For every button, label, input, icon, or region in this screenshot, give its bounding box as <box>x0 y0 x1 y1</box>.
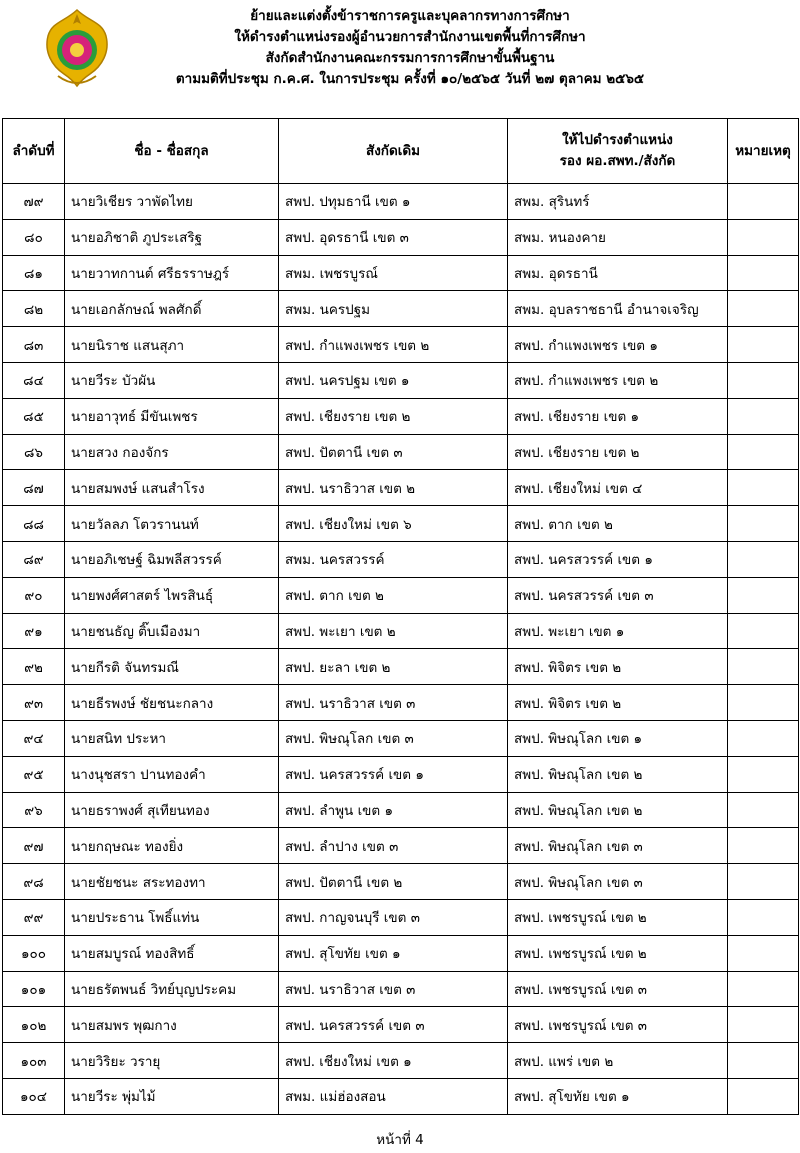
cell-name: นายวีระ บัวผัน <box>65 362 279 398</box>
cell-remark <box>728 1007 799 1043</box>
cell-from: สพป. นครปฐม เขต ๑ <box>279 362 508 398</box>
table-row <box>3 1007 799 1043</box>
cell-to: สพป. พิษณุโลก เขต ๒ <box>508 792 728 828</box>
cell-no: ๙๓ <box>3 685 65 721</box>
cell-no: ๘๒ <box>3 291 65 327</box>
table-row <box>3 255 799 291</box>
cell-to: สพป. เชียงราย เขต ๒ <box>508 434 728 470</box>
cell-from: สพม. นครสวรรค์ <box>279 541 508 577</box>
cell-remark <box>728 971 799 1007</box>
cell-remark <box>728 649 799 685</box>
title-line-4: ตามมติที่ประชุม ก.ค.ศ. ในการประชุม ครั้งที่ ๑๐/๒๕๖๕ วันที่ ๒๗ ตุลาคม ๒๕๖๕ <box>175 71 645 87</box>
cell-no: ๙๔ <box>3 720 65 756</box>
cell-remark <box>728 685 799 721</box>
table-row <box>3 864 799 900</box>
cell-from: สพม. นครปฐม <box>279 291 508 327</box>
cell-from: สพป. เชียงใหม่ เขต ๖ <box>279 506 508 542</box>
cell-no: ๑๐๓ <box>3 1043 65 1079</box>
cell-no: ๘๔ <box>3 362 65 398</box>
cell-from: สพป. นราธิวาส เขต ๒ <box>279 470 508 506</box>
cell-remark <box>728 720 799 756</box>
cell-to: สพป. เพชรบูรณ์ เขต ๓ <box>508 971 728 1007</box>
cell-to: สพป. เพชรบูรณ์ เขต ๒ <box>508 899 728 935</box>
cell-to: สพป. ตาก เขต ๒ <box>508 506 728 542</box>
cell-to: สพป. เชียงราย เขต ๑ <box>508 398 728 434</box>
cell-to: สพป. พิจิตร เขต ๒ <box>508 685 728 721</box>
cell-to: สพป. เพชรบูรณ์ เขต ๒ <box>508 935 728 971</box>
cell-to: สพป. พะเยา เขต ๑ <box>508 613 728 649</box>
cell-no: ๙๗ <box>3 828 65 864</box>
cell-to: สพป. กำแพงเพชร เขต ๒ <box>508 362 728 398</box>
cell-from: สพป. นครสวรรค์ เขต ๑ <box>279 756 508 792</box>
cell-name: นายกีรติ จันทรมณี <box>65 649 279 685</box>
table-row <box>3 828 799 864</box>
cell-name: นายสมพร พุฒกาง <box>65 1007 279 1043</box>
cell-from: สพป. นครสวรรค์ เขต ๓ <box>279 1007 508 1043</box>
cell-to: สพป. พิจิตร เขต ๒ <box>508 649 728 685</box>
cell-remark <box>728 184 799 220</box>
cell-to: สพป. เชียงใหม่ เขต ๔ <box>508 470 728 506</box>
cell-from: สพป. พิษณุโลก เขต ๓ <box>279 720 508 756</box>
cell-remark <box>728 792 799 828</box>
cell-from: สพป. ยะลา เขต ๒ <box>279 649 508 685</box>
cell-from: สพป. กาญจนบุรี เขต ๓ <box>279 899 508 935</box>
header-no: ลำดับที่ <box>3 119 65 184</box>
cell-no: ๙๑ <box>3 613 65 649</box>
cell-from: สพป. นราธิวาส เขต ๓ <box>279 685 508 721</box>
table-row <box>3 291 799 327</box>
cell-name: นายสนิท ประหา <box>65 720 279 756</box>
header-remark: หมายเหตุ <box>728 119 799 184</box>
cell-no: ๙๐ <box>3 577 65 613</box>
cell-remark <box>728 327 799 363</box>
cell-from: สพป. ปัตตานี เขต ๒ <box>279 864 508 900</box>
cell-from: สพป. สุโขทัย เขต ๑ <box>279 935 508 971</box>
cell-name: นายวาทกานต์ ศรีธรราษฎร์ <box>65 255 279 291</box>
document-title-block <box>130 6 690 90</box>
cell-to: สพม. อุบลราชธานี อำนาจเจริญ <box>508 291 728 327</box>
table-row <box>3 899 799 935</box>
cell-to: สพป. สุโขทัย เขต ๑ <box>508 1078 728 1114</box>
cell-remark <box>728 470 799 506</box>
table-row <box>3 327 799 363</box>
cell-from: สพป. ลำพูน เขต ๑ <box>279 792 508 828</box>
title-line-3: สังกัดสำนักงานคณะกรรมการการศึกษาขั้นพื้นฐาน <box>265 50 555 66</box>
cell-no: ๙๙ <box>3 899 65 935</box>
table-row <box>3 541 799 577</box>
header-to <box>508 119 728 184</box>
cell-name: นายเอกลักษณ์ พลศักดิ์ <box>65 291 279 327</box>
cell-from: สพป. นราธิวาส เขต ๓ <box>279 971 508 1007</box>
cell-no: ๘๖ <box>3 434 65 470</box>
page-number: หน้าที่ 4 <box>376 1132 424 1148</box>
table-row <box>3 398 799 434</box>
cell-name: นายวัลลภ โตวรานนท์ <box>65 506 279 542</box>
cell-no: ๑๐๑ <box>3 971 65 1007</box>
cell-no: ๙๕ <box>3 756 65 792</box>
table-row <box>3 685 799 721</box>
cell-name: นายอภิชาติ ภูประเสริฐ <box>65 219 279 255</box>
cell-remark <box>728 255 799 291</box>
cell-to: สพป. พิษณุโลก เขต ๓ <box>508 828 728 864</box>
cell-remark <box>728 1043 799 1079</box>
cell-name: นายธีรพงษ์ ชัยชนะกลาง <box>65 685 279 721</box>
cell-to: สพป. พิษณุโลก เขต ๓ <box>508 864 728 900</box>
document-header <box>0 0 800 118</box>
cell-no: ๑๐๒ <box>3 1007 65 1043</box>
cell-no: ๘๑ <box>3 255 65 291</box>
cell-remark <box>728 434 799 470</box>
cell-from: สพป. กำแพงเพชร เขต ๒ <box>279 327 508 363</box>
header-to-line-2: รอง ผอ.สพท./สังกัด <box>559 153 676 169</box>
cell-name: นายธราพงศ์ สุเทียนทอง <box>65 792 279 828</box>
cell-remark <box>728 541 799 577</box>
title-line-1: ย้ายและแต่งตั้งข้าราชการครูและบุคลากรทางการศึกษา <box>250 8 570 24</box>
cell-name: นายนิราช แสนสุภา <box>65 327 279 363</box>
cell-name: นายธรัตพนธ์ วิทย์บุญประคม <box>65 971 279 1007</box>
cell-to: สพม. หนองคาย <box>508 219 728 255</box>
table-row <box>3 219 799 255</box>
cell-no: ๘๓ <box>3 327 65 363</box>
cell-remark <box>728 899 799 935</box>
table-row <box>3 506 799 542</box>
cell-from: สพป. ตาก เขต ๒ <box>279 577 508 613</box>
title-line-2: ให้ดำรงตำแหน่งรองผู้อำนวยการสำนักงานเขตพื้นที่การศึกษา <box>234 29 586 45</box>
cell-to: สพป. แพร่ เขต ๒ <box>508 1043 728 1079</box>
table-row <box>3 434 799 470</box>
cell-from: สพม. แม่ฮ่องสอน <box>279 1078 508 1114</box>
header-to-line-1: ให้ไปดำรงตำแหน่ง <box>562 132 673 148</box>
cell-remark <box>728 506 799 542</box>
cell-name: นายกฤษณะ ทองยิ่ง <box>65 828 279 864</box>
table-header-row <box>3 119 799 184</box>
cell-to: สพป. เพชรบูรณ์ เขต ๓ <box>508 1007 728 1043</box>
cell-name: นายสวง กองจักร <box>65 434 279 470</box>
cell-name: นายสมพงษ์ แสนสำโรง <box>65 470 279 506</box>
cell-to: สพป. พิษณุโลก เขต ๑ <box>508 720 728 756</box>
cell-name: นางนุชสรา ปานทองคำ <box>65 756 279 792</box>
cell-from: สพป. อุดรธานี เขต ๓ <box>279 219 508 255</box>
cell-no: ๙๖ <box>3 792 65 828</box>
cell-remark <box>728 613 799 649</box>
table-row <box>3 1078 799 1114</box>
cell-remark <box>728 291 799 327</box>
table-body <box>3 184 799 1115</box>
cell-no: ๘๐ <box>3 219 65 255</box>
table-row <box>3 362 799 398</box>
cell-remark <box>728 828 799 864</box>
table-row <box>3 649 799 685</box>
obec-emblem-icon <box>44 8 110 88</box>
cell-no: ๙๒ <box>3 649 65 685</box>
table-row <box>3 756 799 792</box>
cell-no: ๘๘ <box>3 506 65 542</box>
table-row <box>3 720 799 756</box>
table-row <box>3 184 799 220</box>
cell-name: นายประธาน โพธิ์แท่น <box>65 899 279 935</box>
cell-from: สพม. เพชรบูรณ์ <box>279 255 508 291</box>
cell-remark <box>728 1078 799 1114</box>
cell-no: ๗๙ <box>3 184 65 220</box>
cell-no: ๙๘ <box>3 864 65 900</box>
cell-name: นายวิริยะ วรายุ <box>65 1043 279 1079</box>
cell-name: นายสมบูรณ์ ทองสิทธิ์ <box>65 935 279 971</box>
cell-remark <box>728 398 799 434</box>
cell-to: สพม. อุดรธานี <box>508 255 728 291</box>
appointment-table <box>2 118 799 1115</box>
cell-name: นายชนธัญ ติ๊บเมืองมา <box>65 613 279 649</box>
cell-no: ๑๐๔ <box>3 1078 65 1114</box>
cell-remark <box>728 577 799 613</box>
cell-name: นายวีระ พุ่มไม้ <box>65 1078 279 1114</box>
cell-remark <box>728 864 799 900</box>
cell-from: สพป. เชียงใหม่ เขต ๑ <box>279 1043 508 1079</box>
table-row <box>3 792 799 828</box>
table-row <box>3 470 799 506</box>
cell-name: นายชัยชนะ สระทองทา <box>65 864 279 900</box>
cell-remark <box>728 756 799 792</box>
cell-to: สพป. นครสวรรค์ เขต ๑ <box>508 541 728 577</box>
table-row <box>3 935 799 971</box>
cell-name: นายอาวุทธ์ มีขันเพชร <box>65 398 279 434</box>
cell-from: สพป. ลำปาง เขต ๓ <box>279 828 508 864</box>
cell-from: สพป. ปทุมธานี เขต ๑ <box>279 184 508 220</box>
cell-from: สพป. เชียงราย เขต ๒ <box>279 398 508 434</box>
cell-no: ๘๗ <box>3 470 65 506</box>
cell-to: สพป. พิษณุโลก เขต ๒ <box>508 756 728 792</box>
cell-remark <box>728 219 799 255</box>
cell-to: สพป. กำแพงเพชร เขต ๑ <box>508 327 728 363</box>
table-row <box>3 613 799 649</box>
cell-from: สพป. พะเยา เขต ๒ <box>279 613 508 649</box>
cell-name: นายวิเชียร วาพัดไทย <box>65 184 279 220</box>
table-row <box>3 1043 799 1079</box>
cell-no: ๘๕ <box>3 398 65 434</box>
header-from: สังกัดเดิม <box>279 119 508 184</box>
cell-name: นายอภิเชษฐ์ ฉิมพลีสวรรค์ <box>65 541 279 577</box>
cell-remark <box>728 362 799 398</box>
cell-to: สพป. นครสวรรค์ เขต ๓ <box>508 577 728 613</box>
cell-remark <box>728 935 799 971</box>
header-name: ชื่อ - ชื่อสกุล <box>65 119 279 184</box>
cell-from: สพป. ปัตตานี เขต ๓ <box>279 434 508 470</box>
cell-no: ๘๙ <box>3 541 65 577</box>
cell-to: สพม. สุรินทร์ <box>508 184 728 220</box>
table-row <box>3 577 799 613</box>
cell-no: ๑๐๐ <box>3 935 65 971</box>
table-row <box>3 971 799 1007</box>
cell-name: นายพงศ์ศาสตร์ ไพรสินธุ์ <box>65 577 279 613</box>
